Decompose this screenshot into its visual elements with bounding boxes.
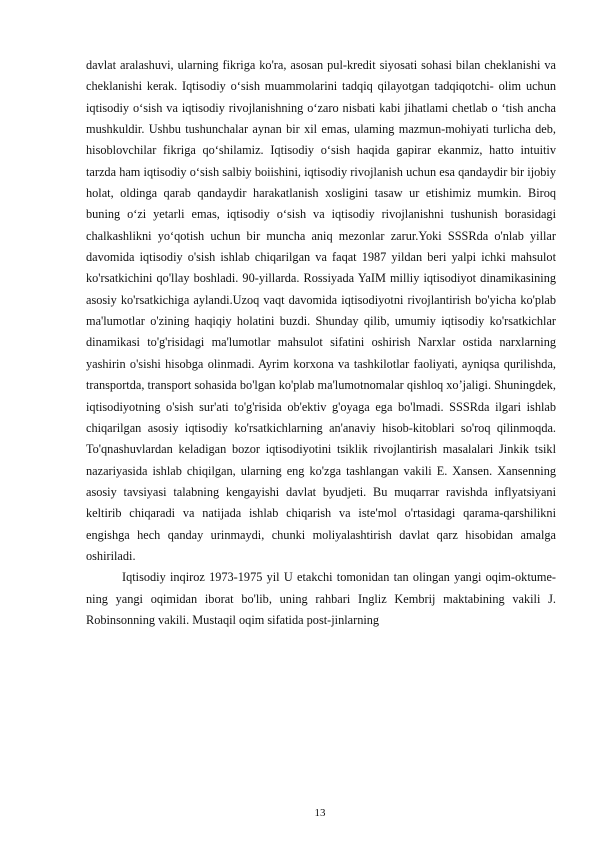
document-page [86,55,556,631]
page-number: 13 [314,807,326,819]
body-paragraph-1: davlat aralashuvi, ularning fikriga ko'ra, asosan pul-kredit siyosati sohasi bilan cheklanishi va cheklanishi kerak. Iqtisodiy o‘sish muammolarini tadqiq qilayotgan tadqiqotchi- olim uchun iqtisodiy o‘sish va iqtisodiy rivojlanishning o‘zaro nisbati kabi jihatlami chetlab o ‘tish ancha mushkuldir. Ushbu tushunchalar aynan bir xil emas, ulaming mazmun-mohiyati turlicha deb, hisoblovchilar fikriga qo‘shilamiz. Iqtisodiy o‘sish haqida gapirar ekanmiz, hatto intuitiv tarzda ham iqtisodiy o‘sish salbiy boiishini, iqtisodiy rivojlanish uchun esa qandaydir bir ijobiy holat, oldinga qarab qandaydir harakatlanish xosligini tasaw ur etishimiz mumkin. Biroq buning o‘zi yetarli emas, iqtisodiy o‘sish va iqtisodiy rivojlanishni tushunish borasidagi chalkashlikni yo‘qotish uchun bir muncha aniq mezonlar zarur.Yoki SSSRda o'nlab yillar davomida iqtisodiy o'sish ishlab chiqarilgan va faqat 1987 yildan beri yalpi ichki mahsulot ko'rsatkichini qo'llay boshladi. 90-yillarda. Rossiyada YaIM milliy iqtisodiyot dinamikasining asosiy ko'rsatkichiga aylandi.Uzoq vaqt davomida iqtisodiyotni rivojlantirish bo'yicha ko'plab ma'lumotlar o'zining haqiqiy holatini buzdi. Shunday qilib, umumiy iqtisodiy ko'rsatkichlar dinamikasi to'g'risidagi ma'lumotlar mahsulot sifatini oshirish Narxlar ostida narxlarning yashirin o'sishi hisobga olinmadi. Ayrim korxona va tashkilotlar faoliyati, ayniqsa qurilishda, transportda, transport sohasida bo'lgan ko'plab ma'lumotnomalar qishloq xo’jaligi. Shuningdek, iqtisodiyotning o'sish sur'ati to'g'risida ob'ektiv g'oyaga ega bo'lmadi. SSSRda ilgari ishlab chiqarilgan asosiy iqtisodiy ko'rsatkichlarning an'anaviy hisob-kitoblari so'roq qilinmoqda. To'qnashuvlardan keladigan bozor iqtisodiyotini tsiklik rivojlantirish masalalari Jinkik tsikl nazariyasida ishlab chiqilgan, ularning eng ko'zga tashlangan vakili E. Xansen. Xansenning asosiy tavsiyasi talabning kengayishi davlat byudjeti. Bu muqarrar ravishda inflyatsiyani keltirib chiqaradi va natijada ishlab chiqarish va iste'mol o'rtasidagi qarama-qarshilikni engishga hech qanday urinmaydi, chunki moliyalashtirish davlat qarz hisobidan amalga oshiriladi. [86,58,556,563]
body-paragraph-2: Iqtisodiy inqiroz 1973-1975 yil U etakchi tomonidan tan olingan yangi oqim-oktume-ning yangi oqimidan iborat bo'lib, uning rahbari Ingliz Kembrij maktabining vakili J. Robinsonning vakili. Mustaqil oqim sifatida post-jinlarning [86,570,556,627]
